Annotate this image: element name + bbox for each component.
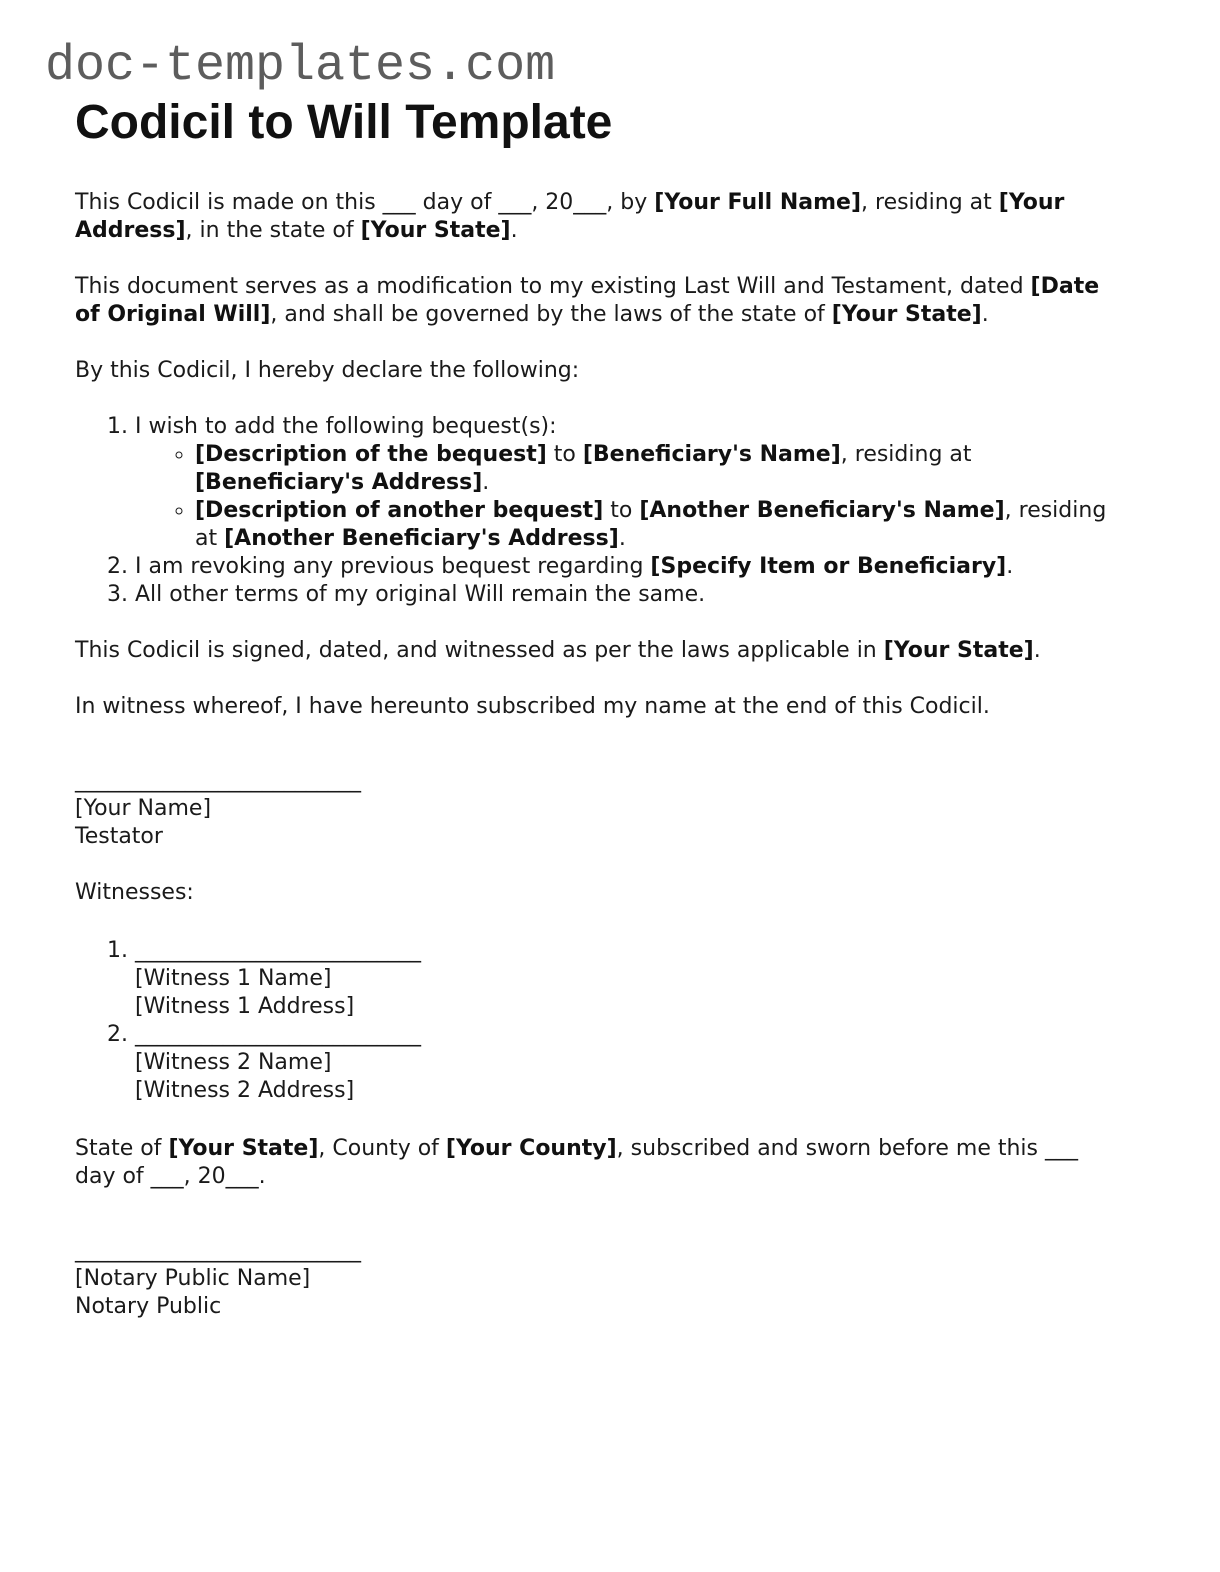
placeholder-your-state: [Your State] xyxy=(883,637,1034,663)
bequest-text: to xyxy=(546,441,583,467)
signing-text: This Codicil is signed, dated, and witnessed as per the laws applicable in xyxy=(75,637,884,663)
site-logo-text: doc-templates.com xyxy=(45,38,556,95)
declarations-list xyxy=(75,413,1125,609)
bequests-sublist xyxy=(135,441,1125,553)
modification-paragraph xyxy=(75,273,1125,329)
placeholder-your-county: [Your County] xyxy=(445,1135,617,1161)
witness-item xyxy=(135,1021,1125,1105)
placeholder-another-bequest-description: [Description of another bequest] xyxy=(195,497,604,523)
terms-item: 3. All other terms of my original Will remain the same. xyxy=(135,581,1125,609)
bequest-text: . xyxy=(618,525,626,551)
witness-item xyxy=(135,937,1125,1021)
witness-signature-line: __________________________ xyxy=(135,1021,421,1047)
placeholder-another-beneficiary-name: [Another Beneficiary's Name] xyxy=(639,497,1005,523)
intro-text: , residing at xyxy=(861,189,999,215)
add-bequests-text: I wish to add the following bequest(s): xyxy=(135,413,557,439)
witnesses-label: Witnesses: xyxy=(75,879,194,905)
placeholder-your-state: [Your State] xyxy=(168,1135,319,1161)
placeholder-beneficiary-address: [Beneficiary's Address] xyxy=(195,469,483,495)
revocation-text: . xyxy=(1006,553,1014,579)
intro-paragraph xyxy=(75,189,1125,245)
witness-name: [Witness 1 Name] xyxy=(135,965,332,991)
witness-address: [Witness 1 Address] xyxy=(135,993,355,1019)
page-title: Codicil to Will Template xyxy=(75,96,613,149)
notary-role: Notary Public xyxy=(75,1293,222,1319)
notary-name: [Notary Public Name] xyxy=(75,1265,311,1291)
placeholder-specify-item-or-beneficiary: [Specify Item or Beneficiary] xyxy=(650,553,1007,579)
notary-text: , County of xyxy=(318,1135,446,1161)
notary-signature-block xyxy=(75,1237,1125,1321)
witness-name: [Witness 2 Name] xyxy=(135,1049,332,1075)
placeholder-your-full-name: [Your Full Name] xyxy=(654,189,862,215)
witness-whereof-paragraph: In witness whereof, I have hereunto subscribed my name at the end of this Codicil. xyxy=(75,693,990,719)
declaration-lead: By this Codicil, I hereby declare the following: xyxy=(75,357,580,383)
placeholder-your-address: [Your Address] xyxy=(75,189,1065,243)
placeholder-beneficiary-name: [Beneficiary's Name] xyxy=(582,441,841,467)
testator-signature-line: __________________________ xyxy=(75,767,361,793)
bequest-item xyxy=(195,497,1125,553)
signing-paragraph xyxy=(75,637,1125,665)
modification-text: . xyxy=(981,301,989,327)
placeholder-date-of-original-will: [Date of Original Will] xyxy=(75,273,1100,327)
intro-text: . xyxy=(510,217,518,243)
intro-text: This Codicil is made on this ___ day of ___, 20___, by xyxy=(75,189,655,215)
revocation-item xyxy=(135,553,1125,581)
notary-text: State of xyxy=(75,1135,169,1161)
placeholder-bequest-description: [Description of the bequest] xyxy=(195,441,547,467)
bequest-text: , residing at xyxy=(195,497,1107,551)
bequest-item xyxy=(195,441,1125,497)
bequest-text: , residing at xyxy=(840,441,972,467)
add-bequests-item xyxy=(135,413,1125,553)
placeholder-your-state: [Your State] xyxy=(360,217,511,243)
testator-role: Testator xyxy=(75,823,163,849)
testator-name: [Your Name] xyxy=(75,795,212,821)
notary-paragraph xyxy=(75,1135,1125,1191)
bequest-text: . xyxy=(482,469,490,495)
modification-text: , and shall be governed by the laws of the state of xyxy=(270,301,832,327)
signing-text: . xyxy=(1033,637,1041,663)
modification-text: This document serves as a modification to my existing Last Will and Testament, dated xyxy=(75,273,1031,299)
testator-signature-block xyxy=(75,767,1125,851)
witness-list xyxy=(75,937,1125,1105)
placeholder-your-state: [Your State] xyxy=(831,301,982,327)
intro-text: , in the state of xyxy=(185,217,361,243)
witness-signature-line: __________________________ xyxy=(135,937,421,963)
placeholder-another-beneficiary-address: [Another Beneficiary's Address] xyxy=(224,525,619,551)
bequest-text: to xyxy=(603,497,640,523)
notary-text: , subscribed and sworn before me this ___ day of ___, 20___. xyxy=(75,1135,1078,1189)
revocation-text: I am revoking any previous bequest regarding xyxy=(135,553,651,579)
notary-signature-line: __________________________ xyxy=(75,1237,361,1263)
witness-address: [Witness 2 Address] xyxy=(135,1077,355,1103)
